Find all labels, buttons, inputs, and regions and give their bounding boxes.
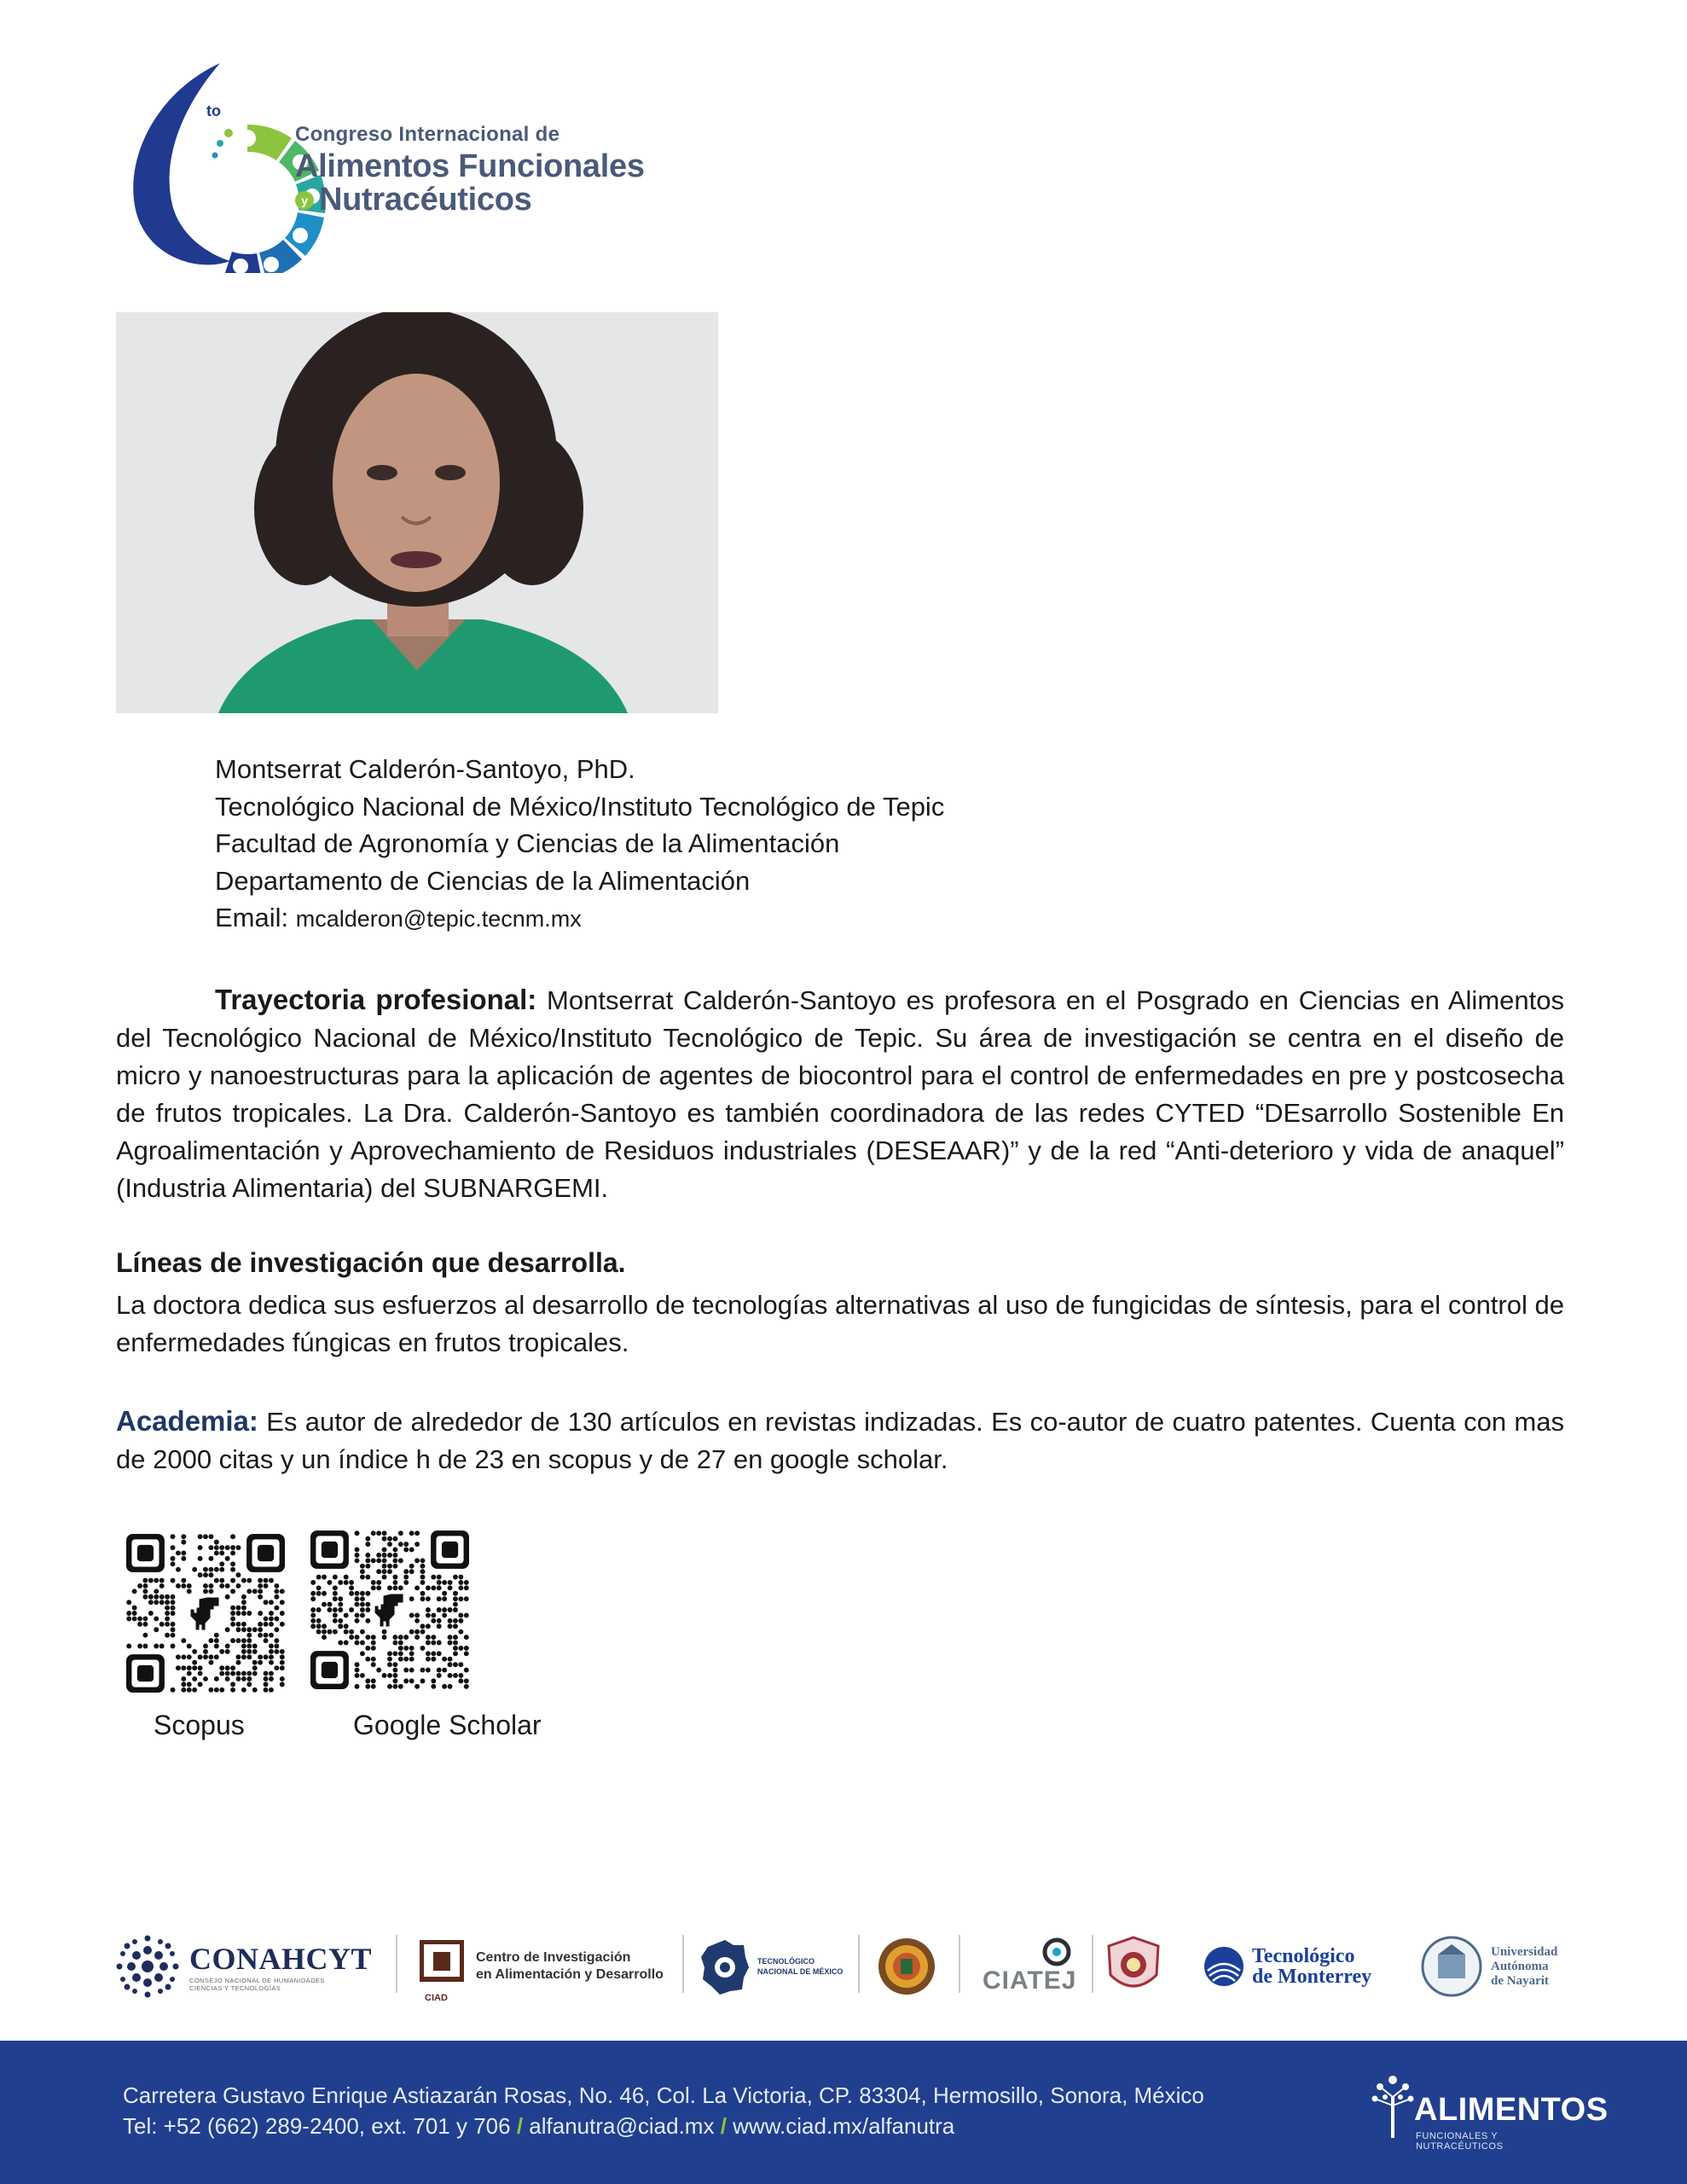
tec-line1: Tecnológico — [1252, 1945, 1355, 1967]
uan-line1: Universidad — [1491, 1944, 1558, 1959]
trayectoria-text: Montserrat Calderón-Santoyo es profesora en el Posgrado en Ciencias en Alimentos del Tecnológico Nacional de México/Instituto Tecnológico de Tepic. Su área de investigación se centra en el diseño de micro y nanoestructuras para la aplicación de agentes de biocontrol para el control de enfermedades en pre y postcosecha de frutos tropicales. La Dra. Calderón-Santoyo es también coordinadora de las redes CYTED “DEsarrollo Sostenible En Agroalimentación y Aprovechamiento de Residuos industriales (DESEAAR)” y de la red “Anti-deterioro y vida de anaquel” (Industria Alimentaria) del SUBNARGEMI. — [116, 985, 1564, 1203]
scholar-qr-pattern — [310, 1531, 469, 1689]
conahcyt-logo — [116, 1920, 380, 2013]
footer-email-link[interactable]: alfanutra@ciad.mx — [529, 2113, 715, 2139]
tecnm-line1: TECNOLÓGICO — [757, 1957, 815, 1966]
sponsor-divider — [396, 1935, 397, 1993]
congress-title-line3-wrap — [295, 182, 645, 218]
uan-line2: Autónoma — [1491, 1959, 1549, 1973]
footer-address: Carretera Gustavo Enrique Astiazarán Rosas, No. 46, Col. La Victoria, CP. 83304, Hermosillo, Sonora, México — [123, 2082, 1204, 2108]
footer-contact — [123, 2080, 1204, 2141]
alimentos-subtitle: FUNCIONALES Y NUTRACÉUTICOS — [1416, 2131, 1504, 2152]
congress-title-line2: Alimentos Funcionales — [295, 148, 645, 184]
tree-icon — [1370, 2071, 1416, 2140]
uan-logo — [1419, 1920, 1590, 2013]
tecnm-gear-icon — [701, 1938, 749, 1995]
uan-seal-icon — [1419, 1934, 1484, 1999]
footer-separator: / — [516, 2113, 524, 2139]
congress-title-line1: Congreso Internacional de — [295, 123, 560, 146]
email-label: Email: — [215, 903, 289, 932]
connector-y-badge: y — [295, 191, 314, 210]
trayectoria-paragraph — [116, 981, 1564, 1207]
scholar-qr-code[interactable] — [310, 1531, 469, 1689]
ciatej-ring-icon — [1042, 1937, 1071, 1966]
trayectoria-label: Trayectoria profesional: — [215, 984, 537, 1015]
footer-phone: Tel: +52 (662) 289-2400, ext. 701 y 706 — [123, 2113, 511, 2139]
conahcyt-dots-icon — [116, 1935, 179, 1998]
sponsor-logos-row — [116, 1920, 1583, 2013]
tecnm-logo — [701, 1920, 863, 2013]
researcher-institution: Tecnológico Nacional de México/Instituto Tecnológico de Tepic — [215, 791, 945, 822]
researcher-faculty: Facultad de Agronomía y Ciencias de la Alimentación — [215, 828, 840, 858]
ciad-line1: Centro de Investigación — [476, 1950, 631, 1965]
footer-web-link[interactable]: www.ciad.mx/alfanutra — [733, 2113, 955, 2139]
portrait-illustration — [116, 312, 718, 713]
ciad-line2: en Alimentación y Desarrollo — [476, 1967, 664, 1982]
scopus-qr-code[interactable] — [126, 1534, 285, 1693]
edition-superscript: to — [206, 102, 221, 119]
footer-contact-line — [123, 2111, 1204, 2141]
ciad-mark-icon — [420, 1940, 464, 1993]
scopus-qr-pattern — [126, 1534, 285, 1693]
sponsor-divider — [959, 1935, 960, 1993]
academia-text: Es autor de alrededor de 130 artículos en revistas indizadas. Es co-autor de cuatro patentes. Cuenta con mas de 2000 citas y un índice h de 23 en scopus y de 27 en google scholar. — [116, 1407, 1564, 1474]
researcher-department: Departamento de Ciencias de la Alimentación — [215, 865, 751, 896]
lineas-paragraph: La doctora dedica sus esfuerzos al desarrollo de tecnologías alternativas al uso de fungicidas de síntesis, para el control de enfermedades fúngicas en frutos tropicales. — [116, 1290, 1564, 1357]
academia-label: Academia: — [116, 1405, 258, 1437]
university-seal — [1105, 1920, 1174, 2013]
contact-block — [215, 751, 944, 938]
congress-title-line3: Nutracéuticos — [319, 182, 532, 218]
scopus-label: Scopus — [154, 1710, 245, 1740]
university-seal-icon — [1105, 1936, 1162, 1997]
itepic-seal — [877, 1920, 945, 2013]
sponsor-divider — [1092, 1935, 1093, 1993]
ciad-mark-text: CIAD — [425, 1993, 448, 2003]
alimentos-wordmark: ALIMENTOS — [1414, 2092, 1609, 2128]
email-line — [215, 899, 944, 938]
uan-line3: de Nayarit — [1491, 1973, 1549, 1988]
conahcyt-subtitle-1: CONSEJO NACIONAL DE HUMANIDADES — [189, 1977, 325, 1984]
tec-monterrey-logo — [1203, 1920, 1382, 2013]
lineas-heading: Líneas de investigación que desarrolla. — [116, 1247, 626, 1278]
alimentos-footer-logo — [1370, 2066, 1609, 2160]
ciatej-wordmark: CIATEJ — [983, 1966, 1077, 1995]
itepic-seal-icon — [877, 1937, 936, 1996]
academia-paragraph — [116, 1403, 1564, 1478]
email-link[interactable]: mcalderon@tepic.tecnm.mx — [295, 906, 582, 932]
sponsor-divider — [858, 1935, 860, 1993]
sponsor-divider — [682, 1935, 684, 1993]
congress-logo — [119, 60, 665, 273]
congress-title — [295, 123, 645, 218]
footer-separator: / — [720, 2113, 727, 2139]
portrait-photo — [116, 312, 718, 713]
tec-line2: de Monterrey — [1252, 1966, 1372, 1988]
scholar-label: Google Scholar — [353, 1710, 542, 1740]
conahcyt-subtitle-2: CIENCIAS Y TECNOLOGÍAS — [189, 1984, 281, 1992]
conahcyt-wordmark: CONAHCYT — [189, 1942, 373, 1976]
footer-band — [0, 2041, 1687, 2184]
tec-monterrey-globe-icon — [1203, 1945, 1245, 1988]
researcher-name: Montserrat Calderón-Santoyo, PhD. — [215, 754, 635, 784]
ciatej-logo — [977, 1920, 1080, 2013]
tecnm-line2: NACIONAL DE MÉXICO — [757, 1967, 844, 1976]
